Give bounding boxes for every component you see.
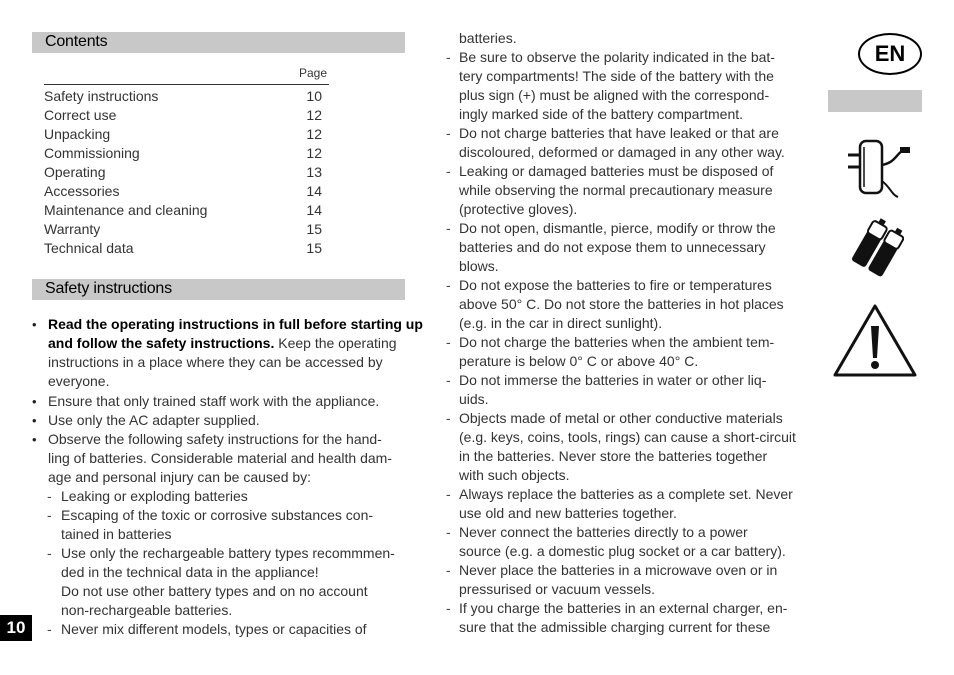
right-item: in the batteries. Never store the batteries together — [459, 448, 768, 464]
right-item: uids. — [459, 391, 489, 407]
right-item: source (e.g. a domestic plug socket or a car battery). — [459, 543, 786, 559]
right-item: Objects made of metal or other conductive materials — [459, 410, 783, 426]
safety-bullet3: Use only the AC adapter supplied. — [48, 412, 260, 428]
dash: - — [446, 524, 451, 540]
right-item: Do not charge batteries that have leaked or that are — [459, 125, 779, 141]
right-item: Always replace the batteries as a complete set. Never — [459, 486, 793, 502]
dash: - — [446, 600, 451, 616]
bullet: • — [32, 394, 37, 409]
right-item: with such objects. — [459, 467, 570, 483]
right-first-line: batteries. — [459, 30, 517, 46]
right-item: (protective gloves). — [459, 201, 578, 217]
toc-item[interactable]: Warranty 15 — [44, 221, 322, 237]
right-item: Leaking or damaged batteries must be disposed of — [459, 163, 774, 179]
right-item: plus sign (+) must be aligned with the correspond- — [459, 87, 770, 103]
safety-bullet4-line1: Observe the following safety instructions for the hand- — [48, 431, 382, 447]
dash: - — [446, 410, 451, 426]
toc-item[interactable]: Accessories 14 — [44, 183, 322, 199]
contents-heading: Contents — [45, 33, 108, 50]
safety-sub2-line2: tained in batteries — [61, 526, 172, 542]
right-item: above 50° C. Do not store the batteries in hot places — [459, 296, 784, 312]
dash: - — [446, 372, 451, 388]
dash: - — [446, 220, 451, 236]
right-item: Be sure to observe the polarity indicated in the bat- — [459, 49, 775, 65]
right-item: ingly marked side of the battery compartment. — [459, 106, 744, 122]
dash: - — [446, 334, 451, 350]
right-item: Never place the batteries in a microwave oven or in — [459, 562, 778, 578]
safety-bullet1-line3: instructions in a place where they can be accessed by — [48, 354, 383, 370]
toc-item[interactable]: Operating 13 — [44, 164, 322, 180]
right-item: blows. — [459, 258, 499, 274]
toc-item[interactable]: Correct use 12 — [44, 107, 322, 123]
dash: - — [446, 486, 451, 502]
safety-bullet2: Ensure that only trained staff work with the appliance. — [48, 393, 380, 409]
dash: - — [446, 49, 451, 65]
right-item: (e.g. keys, coins, tools, rings) can cause a short-circuit — [459, 429, 796, 445]
page-number: 10 — [0, 615, 32, 641]
right-item: sure that the admissible charging current for these — [459, 619, 771, 635]
dash: - — [446, 277, 451, 293]
bullet: • — [32, 432, 37, 447]
safety-sub4: Never mix different models, types or capacities of — [61, 621, 367, 637]
dash: - — [47, 621, 52, 637]
safety-sub1: Leaking or exploding batteries — [61, 488, 248, 504]
batteries-icon — [852, 216, 904, 282]
right-item: Do not charge the batteries when the ambient tem- — [459, 334, 775, 350]
right-item: Never connect the batteries directly to a power — [459, 524, 748, 540]
right-item: use old and new batteries together. — [459, 505, 677, 521]
safety-sub3-line1: Use only the rechargeable battery types recommmen- — [61, 545, 395, 561]
safety-bullet1-line2: and follow the safety instructions. Keep the operating — [48, 335, 397, 351]
safety-bullet1-line4: everyone. — [48, 373, 110, 389]
toc-item[interactable]: Maintenance and cleaning 14 — [44, 202, 322, 218]
safety-sub2-line1: Escaping of the toxic or corrosive substances con- — [61, 507, 374, 523]
toc-page-header: Page — [299, 66, 328, 80]
safety-bullet4-line3: age and personal injury can be caused by: — [48, 469, 312, 485]
right-item: pressurised or vacuum vessels. — [459, 581, 656, 597]
toc-item[interactable]: Commissioning 12 — [44, 145, 322, 161]
right-item: Do not immerse the batteries in water or other liq- — [459, 372, 767, 388]
margin-bar — [828, 90, 922, 112]
safety-heading: Safety instructions — [45, 280, 172, 297]
right-item: tery compartments! The side of the battery with the — [459, 68, 774, 84]
warning-triangle-icon — [832, 302, 918, 378]
toc-item[interactable]: Technical data 15 — [44, 240, 322, 256]
dash: - — [446, 125, 451, 141]
toc-item[interactable]: Unpacking 12 — [44, 126, 322, 142]
dash: - — [47, 507, 52, 523]
bullet: • — [32, 317, 37, 332]
dash: - — [446, 562, 451, 578]
contents-heading-bar — [32, 32, 405, 53]
toc-divider — [44, 84, 329, 85]
dash: - — [47, 488, 52, 504]
right-item: Do not open, dismantle, pierce, modify or throw the — [459, 220, 776, 236]
dash: - — [47, 545, 52, 561]
safety-sub3-line4: non-rechargeable batteries. — [61, 602, 233, 618]
toc-list — [44, 87, 322, 258]
right-item: Do not expose the batteries to fire or temperatures — [459, 277, 772, 293]
right-item: perature is below 0° C or above 40° C. — [459, 353, 699, 369]
right-item: while observing the normal precautionary measure — [459, 182, 773, 198]
language-badge: EN — [858, 33, 922, 75]
dash: - — [446, 163, 451, 179]
safety-bullet1-bold: Read the operating instructions in full before starting up — [48, 316, 423, 332]
right-item: (e.g. in the car in direct sunlight). — [459, 315, 663, 331]
bullet: • — [32, 413, 37, 428]
safety-heading-bar — [32, 279, 405, 300]
safety-bullet4-line2: ling of batteries. Considerable material and health dam- — [48, 450, 392, 466]
safety-sub3-line2: ded in the technical data in the appliance! — [61, 564, 319, 580]
safety-sub3-line3: Do not use other battery types and on no account — [61, 583, 368, 599]
right-item: batteries and do not expose them to unnecessary — [459, 239, 766, 255]
right-item: discoloured, deformed or damaged in any other way. — [459, 144, 785, 160]
right-item: If you charge the batteries in an external charger, en- — [459, 600, 788, 616]
ac-adapter-icon — [842, 135, 914, 205]
toc-item[interactable]: Safety instructions 10 — [44, 88, 322, 104]
